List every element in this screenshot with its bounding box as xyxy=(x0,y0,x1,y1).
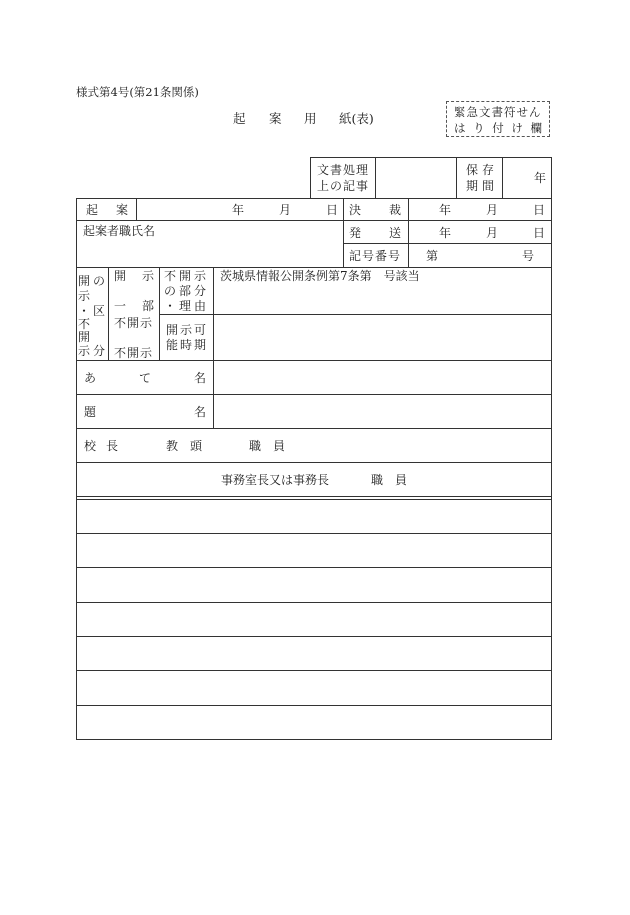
draft-label: 起 案 xyxy=(86,203,128,217)
record-prefix: 第 xyxy=(426,249,439,263)
disclosable-time-label-1: 開示可 xyxy=(166,323,209,337)
retention-label-1: 保 存 xyxy=(466,163,494,177)
drafter-name-label: 起案者職氏名 xyxy=(83,224,156,238)
doc-processing-label-1: 文書処理 xyxy=(317,163,370,177)
record-number-label: 記号番号 xyxy=(349,249,402,263)
body-row[interactable] xyxy=(77,706,551,739)
title-char-1: 起 xyxy=(233,111,246,126)
option-partial: 一 部 xyxy=(114,299,154,313)
nondisclosed-label-1: 不開示 xyxy=(164,269,210,283)
draft-date-year: 年 xyxy=(232,203,245,217)
body-row[interactable] xyxy=(77,500,551,533)
ordinance-text: 茨城県情報公開条例第7条第 号該当 xyxy=(220,269,420,283)
send-day: 日 xyxy=(533,226,546,240)
retention-label-2: 期 間 xyxy=(466,179,494,193)
body-row[interactable] xyxy=(77,637,551,670)
disclosure-left-2: 示 xyxy=(78,289,91,303)
office-staff-label: 職 員 xyxy=(371,473,407,487)
decision-year: 年 xyxy=(439,203,452,217)
form-number: 様式第4号(第21条関係) xyxy=(76,85,199,99)
body-row[interactable] xyxy=(77,671,551,705)
send-label: 発 送 xyxy=(349,226,401,240)
disclosure-left-4: 不 xyxy=(78,317,91,331)
record-suffix: 号 xyxy=(522,249,535,263)
decision-month: 月 xyxy=(486,203,499,217)
nondisclosed-label-3: ・理由 xyxy=(164,299,210,313)
draft-date-day: 日 xyxy=(326,203,339,217)
body-row[interactable] xyxy=(77,568,551,602)
disclosure-left-6: 示 分 xyxy=(78,344,105,358)
disclosure-left-5: 開 xyxy=(78,330,91,344)
vice-principal-label: 教 頭 xyxy=(166,439,202,453)
urgent-tag-line2: は り 付 け 欄 xyxy=(454,121,542,135)
principal-label: 校 長 xyxy=(84,439,118,453)
title-char-3: 用 xyxy=(304,111,317,126)
addressee-label: あ て 名 xyxy=(84,371,206,385)
disclosure-left-3: ・ 区 xyxy=(78,304,105,318)
send-month: 月 xyxy=(486,226,499,240)
body-row[interactable] xyxy=(77,603,551,636)
subject-label: 題 名 xyxy=(84,405,206,419)
decision-day: 日 xyxy=(533,203,546,217)
doc-processing-label-2: 上の記事 xyxy=(317,179,370,193)
retention-year-unit: 年 xyxy=(534,171,547,185)
nondisclosed-label-2: の部分 xyxy=(164,284,210,298)
draft-date-month: 月 xyxy=(279,203,292,217)
option-nondisclose: 不開示 xyxy=(114,346,154,360)
staff-label: 職 員 xyxy=(249,439,285,453)
option-partial-nondisclose: 不開示 xyxy=(114,316,154,330)
disclosure-left-1: 開 の xyxy=(78,274,105,288)
disclosable-time-label-2: 能時期 xyxy=(166,338,209,352)
title-char-2: 案 xyxy=(269,111,282,126)
send-year: 年 xyxy=(439,226,452,240)
urgent-tag-box xyxy=(446,101,550,137)
urgent-tag-line1: 緊急文書符せん xyxy=(454,105,542,119)
decision-label: 決 裁 xyxy=(349,203,401,217)
office-head-label: 事務室長又は事務長 xyxy=(221,473,330,487)
body-row[interactable] xyxy=(77,534,551,567)
option-disclose: 開 示 xyxy=(114,269,154,283)
title-char-4: 紙(表) xyxy=(339,111,374,126)
